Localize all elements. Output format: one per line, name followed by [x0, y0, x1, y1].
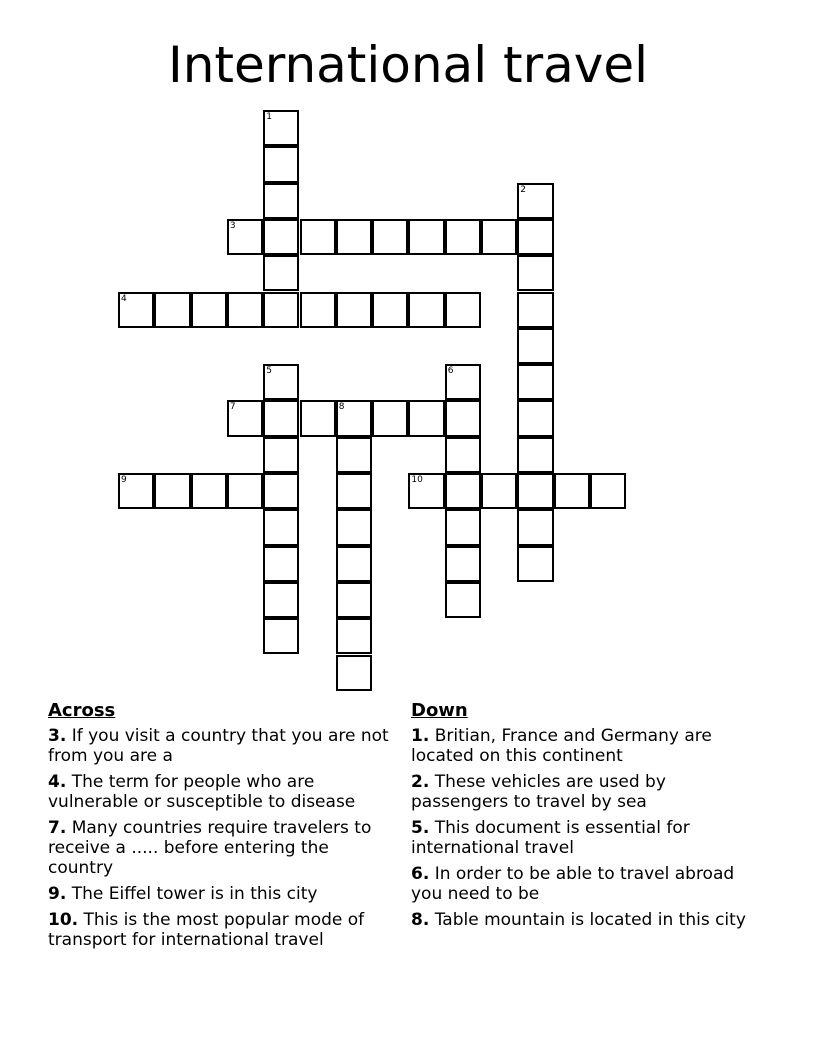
grid-cell[interactable]	[445, 437, 481, 473]
grid-cell[interactable]	[517, 546, 553, 582]
grid-cell[interactable]	[372, 400, 408, 436]
grid-cell[interactable]	[263, 437, 299, 473]
grid-cell[interactable]	[227, 292, 263, 328]
down-clue: 6. In order to be able to travel abroad you need to be	[411, 864, 735, 904]
grid-cell[interactable]	[517, 437, 553, 473]
grid-cell[interactable]	[263, 473, 299, 509]
grid-cell[interactable]	[336, 582, 372, 618]
grid-cell[interactable]	[517, 509, 553, 545]
grid-cell[interactable]	[263, 292, 299, 328]
grid-cell[interactable]	[300, 292, 336, 328]
down-clue: 8. Table mountain is located in this city	[411, 910, 746, 930]
grid-cell[interactable]	[445, 219, 481, 255]
down-clues	[411, 700, 761, 936]
grid-cell[interactable]	[372, 219, 408, 255]
grid-cell[interactable]	[154, 473, 190, 509]
grid-cell[interactable]	[408, 473, 444, 509]
cell-number: 9	[121, 475, 127, 485]
grid-cell[interactable]	[263, 509, 299, 545]
grid-cell[interactable]	[227, 219, 263, 255]
across-heading: Across	[48, 700, 116, 721]
grid-cell[interactable]	[481, 219, 517, 255]
down-clue: 5. This document is essential for international travel	[411, 818, 690, 858]
cell-number: 3	[229, 220, 236, 231]
grid-cell[interactable]	[408, 400, 444, 436]
grid-cell[interactable]	[191, 473, 227, 509]
across-clue: 4. The term for people who are vulnerable or susceptible to disease	[48, 772, 356, 812]
cell-number: 10	[411, 475, 423, 485]
grid-cell[interactable]	[517, 400, 553, 436]
cell-number: 1	[266, 112, 272, 122]
grid-cell[interactable]	[263, 219, 299, 255]
across-clue: 10. This is the most popular mode of transport for international travel	[48, 910, 365, 950]
grid-cell[interactable]	[336, 546, 372, 582]
grid-cell[interactable]	[517, 473, 553, 509]
across-clue: 9. The Eiffel tower is in this city	[48, 884, 318, 904]
grid-cell[interactable]	[336, 509, 372, 545]
grid-cell[interactable]	[590, 473, 626, 509]
grid-cell[interactable]	[118, 473, 154, 509]
grid-cell[interactable]	[263, 582, 299, 618]
grid-cell[interactable]	[227, 400, 263, 436]
grid-cell[interactable]	[517, 328, 553, 364]
grid-cell[interactable]	[517, 292, 553, 328]
grid-cell[interactable]	[227, 473, 263, 509]
grid-cell[interactable]	[336, 655, 372, 691]
grid-cell[interactable]	[263, 364, 299, 400]
grid-cell[interactable]	[445, 546, 481, 582]
grid-cell[interactable]	[336, 400, 372, 436]
cell-number: 2	[520, 184, 527, 195]
cell-number: 4	[121, 293, 127, 304]
down-clue: 1. Britian, France and Germany are located on this continent	[411, 726, 712, 766]
grid-cell[interactable]	[300, 219, 336, 255]
grid-cell[interactable]	[154, 292, 190, 328]
grid-cell[interactable]	[445, 364, 481, 400]
cell-number: 5	[266, 366, 272, 377]
grid-cell[interactable]	[263, 618, 299, 654]
grid-cell[interactable]	[336, 219, 372, 255]
grid-cell[interactable]	[554, 473, 590, 509]
grid-cell[interactable]	[517, 183, 553, 219]
grid-cell[interactable]	[263, 400, 299, 436]
grid-cell[interactable]	[517, 255, 553, 291]
grid-cell[interactable]	[408, 292, 444, 328]
down-heading: Down	[411, 700, 468, 721]
grid-cell[interactable]	[336, 437, 372, 473]
grid-cell[interactable]	[408, 219, 444, 255]
cell-number: 8	[338, 402, 345, 413]
across-clues	[48, 700, 398, 956]
grid-cell[interactable]	[263, 183, 299, 219]
grid-cell[interactable]	[445, 292, 481, 328]
grid-cell[interactable]	[263, 255, 299, 291]
cell-number: 7	[229, 402, 236, 413]
grid-cell[interactable]	[118, 292, 154, 328]
grid-cell[interactable]	[336, 473, 372, 509]
grid-cell[interactable]	[300, 400, 336, 436]
grid-cell[interactable]	[445, 509, 481, 545]
grid-cell[interactable]	[336, 618, 372, 654]
grid-cell[interactable]	[445, 400, 481, 436]
grid-cell[interactable]	[263, 110, 299, 146]
grid-cell[interactable]	[517, 364, 553, 400]
across-clue: 3. If you visit a country that you are not from you are a	[48, 726, 389, 766]
grid-cell[interactable]	[191, 292, 227, 328]
grid-cell[interactable]	[263, 546, 299, 582]
grid-cell[interactable]	[372, 292, 408, 328]
grid-cell[interactable]	[336, 292, 372, 328]
grid-cell[interactable]	[481, 473, 517, 509]
page-title: International travel	[167, 36, 649, 94]
grid-cell[interactable]	[517, 219, 553, 255]
across-clue: 7. Many countries require travelers to receive a ..... before entering the country	[48, 818, 372, 878]
down-clue: 2. These vehicles are used by passengers to travel by sea	[411, 772, 666, 812]
grid-cell[interactable]	[445, 473, 481, 509]
grid-cell[interactable]	[263, 146, 299, 182]
cell-number: 6	[447, 366, 454, 377]
grid-cell[interactable]	[445, 582, 481, 618]
